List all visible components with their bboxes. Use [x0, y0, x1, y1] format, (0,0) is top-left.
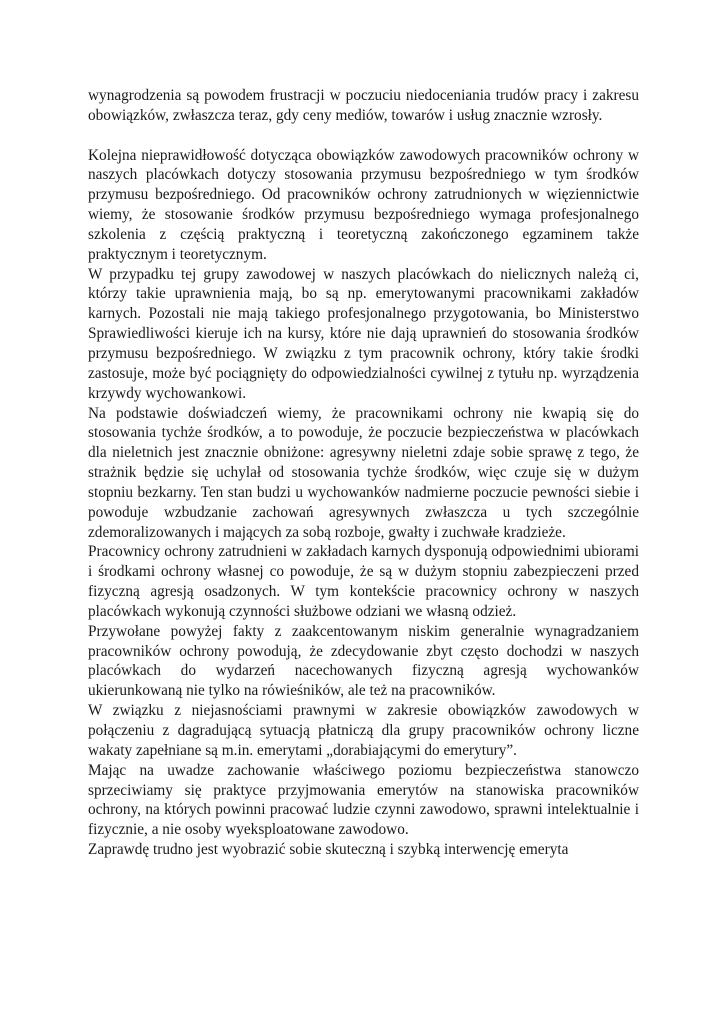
- paragraph-8: Mając na uwadze zachowanie właściwego poziomu bezpieczeństwa stanowczo sprzeciwiamy się praktyce przyjmowania emerytów na stanowiska pracowników ochrony, na których powinni pracować ludzie czynni zawodowo, sprawni intelektualnie i fizycznie, a nie osoby wyeksploatowane zawodowo.: [88, 761, 639, 839]
- paragraph-6: Przywołane powyżej fakty z zaakcentowanym niskim generalnie wynagradzaniem pracowników ochrony powodują, że zdecydowanie zbyt często dochodzi w naszych placówkach do wydarzeń nacechowanych fizyczną agresją wychowanków ukierunkowaną nie tylko na rówieśników, ale też na pracowników.: [88, 622, 639, 700]
- paragraph-7: W związku z niejasnościami prawnymi w zakresie obowiązków zawodowych w połączeniu z dagradującą sytuacją płatniczą dla grupy pracowników ochrony liczne wakaty zapełniane są m.in. emerytami „dorabiającymi do emerytury”.: [88, 702, 639, 759]
- paragraph-2: Kolejna nieprawidłowość dotycząca obowiązków zawodowych pracowników ochrony w naszych placówkach dotyczy stosowania przymusu bezpośredniego w tym środków przymusu bezpośredniego. Od pracowników ochrony zatrudnionych w więziennictwie wiemy, że stosowanie środków przymusu bezpośredniego wymaga profesjonalnego szkolenia z częścią praktyczną i teoretyczną zakończonego egzaminem także praktycznym i teoretycznym.: [88, 146, 639, 263]
- paragraph-9: Zaprawdę trudno jest wyobrazić sobie skuteczną i szybką interwencję emeryta: [88, 841, 569, 859]
- document-body: [88, 86, 639, 860]
- paragraph-1: wynagrodzenia są powodem frustracji w poczuciu niedoceniania trudów pracy i zakresu obowiązków, zwłaszcza teraz, gdy ceny mediów, towarów i usług znacznie wzrosły.: [88, 87, 639, 124]
- paragraph-5: Pracownicy ochrony zatrudnieni w zakładach karnych dysponują odpowiednimi ubiorami i środkami ochrony własnej co powoduje, że są w dużym stopniu zabezpieczeni przed fizyczną agresją osadzonych. W tym kontekście pracownicy ochrony w naszych placówkach wykonują czynności służbowe odziani we własną odzież.: [88, 543, 639, 620]
- paragraph-3: W przypadku tej grupy zawodowej w naszych placówkach do nielicznych należą ci, którzy takie uprawnienia mają, bo są np. emerytowanymi pracownikami zakładów karnych. Pozostali nie mają takiego profesjonalnego przygotowania, bo Ministerstwo Sprawiedliwości kieruje ich na kursy, które nie dają uprawnień do stosowania środków przymusu bezpośredniego. W związku z tym pracownik ochrony, który takie środki zastosuje, może być pociągnięty do odpowiedzialności cywilnej z tytułu np. wyrządzenia krzywdy wychowankowi.: [88, 265, 639, 402]
- paragraph-4: Na podstawie doświadczeń wiemy, że pracownikami ochrony nie kwapią się do stosowania tychże środków, a to powoduje, że poczucie bezpieczeństwa w placówkach dla nieletnich jest znacznie obniżone: agresywny nieletni zdaje sobie sprawę z tego, że strażnik będzie się uchylał od stosowania tychże środków, więc czuje się w dużym stopniu bezkarny. Ten stan budzi u wychowanków nadmierne poczucie pewności siebie i powoduje wzbudzanie zachowań agresywnych zwłaszcza u tych szczególnie zdemoralizowanych i mających za sobą rozboje, gwałty i zuchwałe kradzieże.: [88, 404, 639, 541]
